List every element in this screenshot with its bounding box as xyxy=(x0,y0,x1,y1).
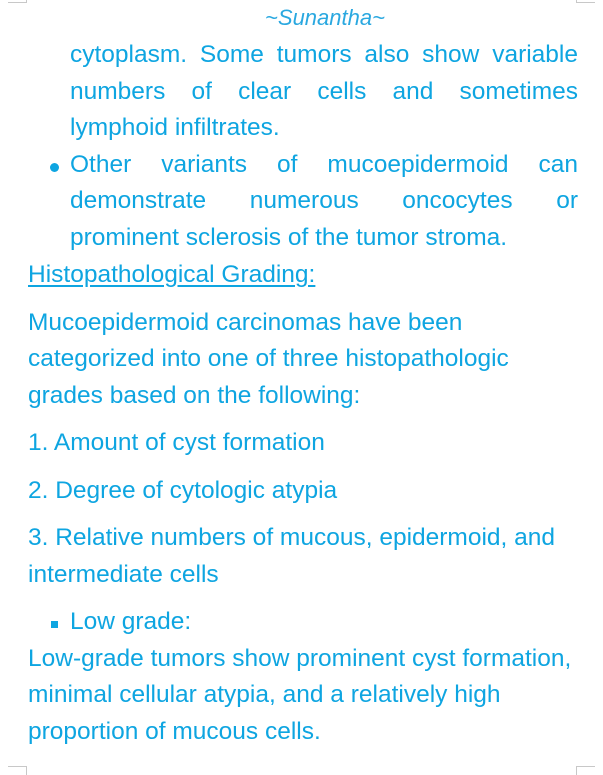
square-bullet-icon xyxy=(51,621,58,628)
bullet-dot-icon xyxy=(50,163,59,172)
bullet-item xyxy=(70,147,578,257)
intro-paragraph: Mucoepidermoid carcinomas have been categorized into one of three histopathologic grades based on the following: xyxy=(28,308,509,409)
page-header-author: ~Sunantha~ xyxy=(265,5,385,30)
criteria-item-3: 3. Relative numbers of mucous, epidermoid, and intermediate cells xyxy=(28,524,556,588)
continuation-paragraph: cytoplasm. Some tumors also show variable numbers of clear cells and sometimes lymphoid infiltrates. xyxy=(70,41,578,141)
criteria-item-1: 1. Amount of cyst formation xyxy=(28,429,325,456)
document-body xyxy=(28,37,578,750)
bullet-text: Other variants of mucoepidermoid can demonstrate numerous oncocytes or prominent sclerosis of the tumor stroma. xyxy=(70,150,578,251)
sub-bullet-label: Low grade: xyxy=(70,608,192,635)
low-grade-paragraph: Low-grade tumors show prominent cyst formation, minimal cellular atypia, and a relatively high proportion of mucous cells. xyxy=(28,644,572,745)
page-corner-mark xyxy=(8,0,27,3)
criteria-item-2: 2. Degree of cytologic atypia xyxy=(28,476,338,504)
page-corner-mark xyxy=(576,766,595,775)
section-heading: Histopathological Grading: xyxy=(28,261,316,288)
page-corner-mark xyxy=(8,766,27,775)
page-corner-mark xyxy=(576,0,595,3)
sub-bullet-item xyxy=(70,604,578,641)
